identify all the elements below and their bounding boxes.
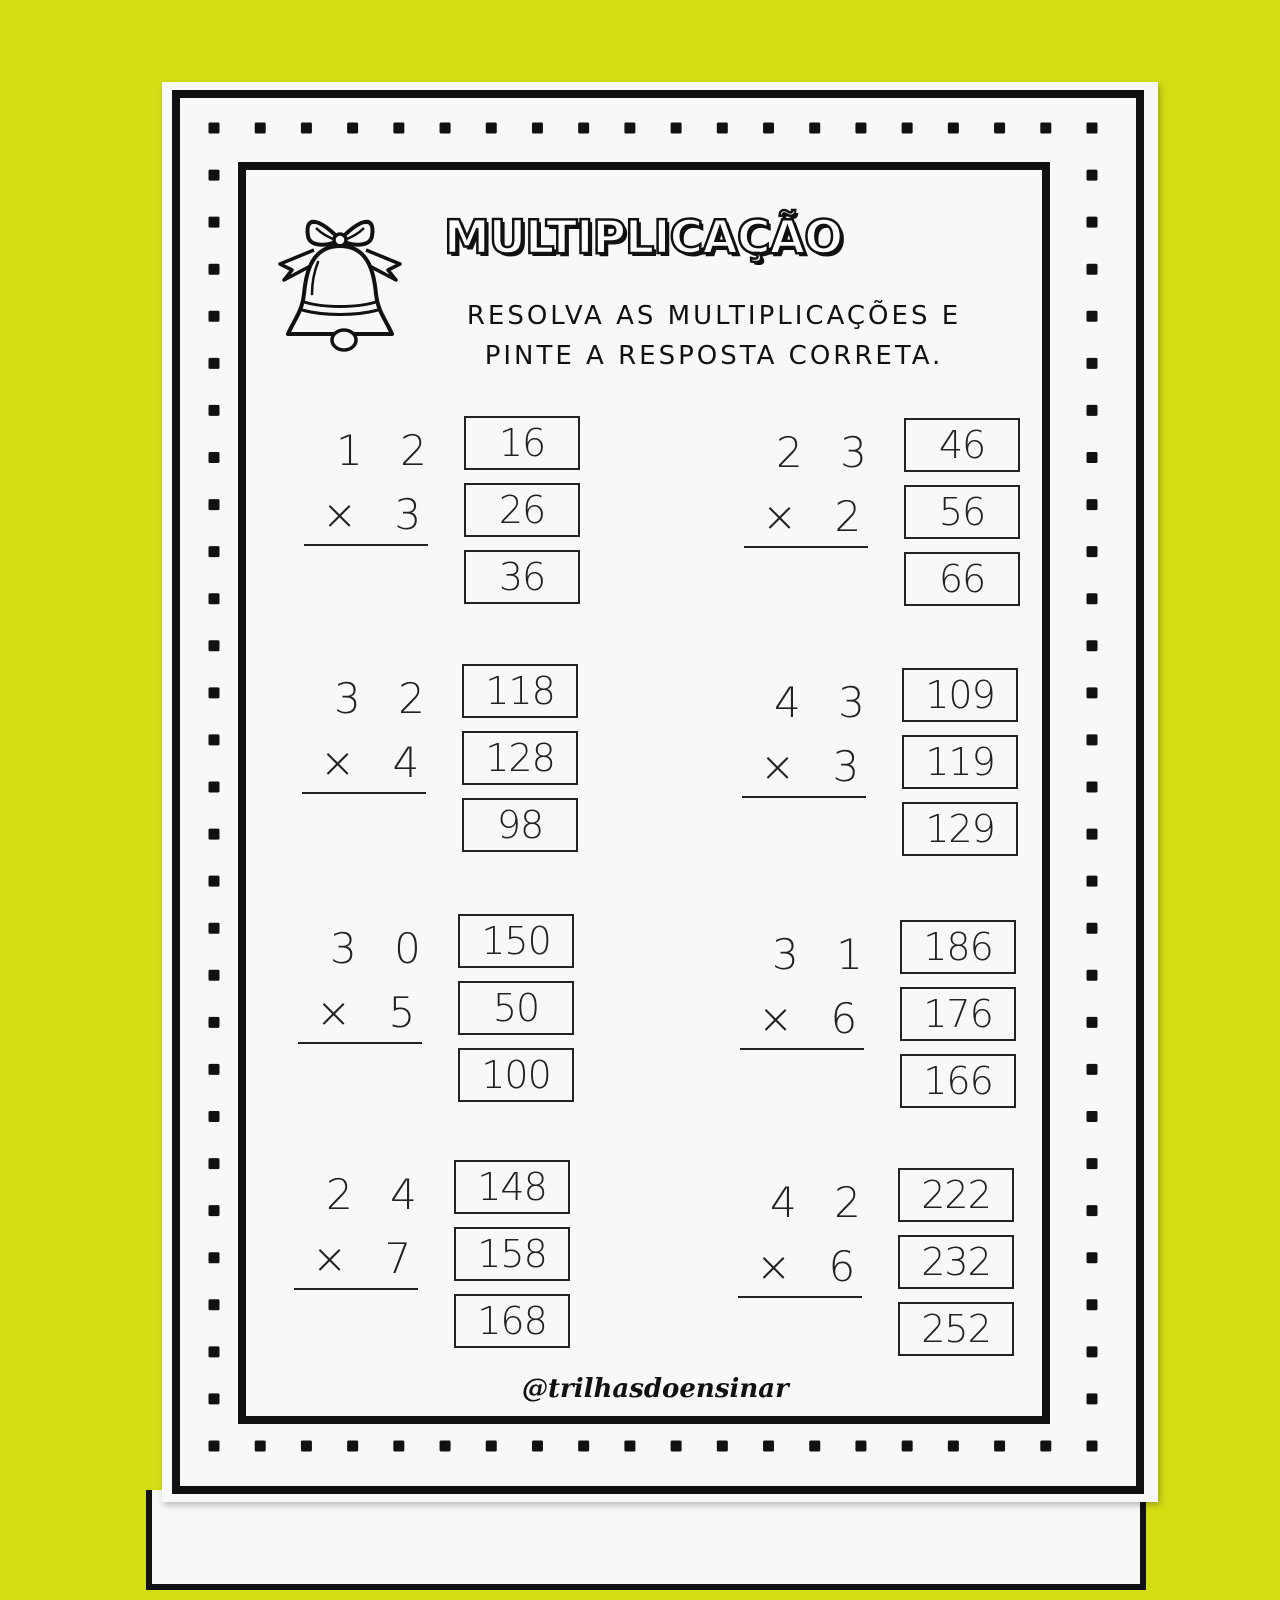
frame-dot (855, 1441, 866, 1452)
frame-dot (1087, 546, 1098, 557)
frame-dot (209, 923, 220, 934)
frame-dot (209, 358, 220, 369)
sum-line (740, 1048, 864, 1050)
answer-option[interactable]: 119 (902, 735, 1018, 789)
frame-dot (1087, 1064, 1098, 1075)
frame-dot (347, 123, 358, 134)
answer-option[interactable]: 186 (900, 920, 1016, 974)
author-credit: @trilhasdoensinar (522, 1374, 789, 1404)
frame-dot (948, 123, 959, 134)
problem-2 (744, 418, 1044, 618)
frame-dot (1087, 405, 1098, 416)
multiplicand: 2 3 (776, 428, 879, 477)
frame-dot (209, 1346, 220, 1357)
frame-dot (902, 1441, 913, 1452)
frame-dot (209, 734, 220, 745)
frame-dot (209, 217, 220, 228)
frame-dot (994, 123, 1005, 134)
bell-icon (274, 202, 406, 352)
frame-dot (209, 546, 220, 557)
frame-dot (209, 264, 220, 275)
multiplier: × 6 (758, 994, 870, 1043)
back-sheet (146, 1490, 1146, 1590)
frame-dot (763, 123, 774, 134)
frame-dot (717, 123, 728, 134)
frame-dot (209, 1064, 220, 1075)
sum-line (294, 1288, 418, 1290)
frame-dot (255, 1441, 266, 1452)
page-title: MULTIPLICAÇÃO (444, 210, 843, 264)
frame-dot (209, 1111, 220, 1122)
frame-dot (209, 970, 220, 981)
answer-option[interactable]: 232 (898, 1235, 1014, 1289)
frame-dot (578, 1441, 589, 1452)
frame-dot (1087, 217, 1098, 228)
multiplicand: 4 3 (774, 678, 877, 727)
sum-line (298, 1042, 422, 1044)
answer-option[interactable]: 66 (904, 552, 1020, 606)
frame-dot (1087, 499, 1098, 510)
frame-dot (209, 499, 220, 510)
frame-dot (1087, 1205, 1098, 1216)
answer-option[interactable]: 46 (904, 418, 1020, 472)
frame-dot (1087, 1299, 1098, 1310)
frame-dot (532, 123, 543, 134)
answer-option[interactable]: 100 (458, 1048, 574, 1102)
frame-dot (1087, 876, 1098, 887)
frame-dot (1087, 923, 1098, 934)
frame-dot (1087, 170, 1098, 181)
instruction-line-2: PINTE A RESPOSTA CORRETA. (484, 341, 944, 371)
frame-dot (578, 123, 589, 134)
sum-line (302, 792, 426, 794)
multiplicand: 4 2 (770, 1178, 873, 1227)
sum-line (304, 544, 428, 546)
frame-dot (209, 1299, 220, 1310)
frame-dot (393, 123, 404, 134)
answer-option[interactable]: 176 (900, 987, 1016, 1041)
frame-dot (209, 311, 220, 322)
frame-dot (209, 1441, 220, 1452)
sum-line (742, 796, 866, 798)
frame-dot (1087, 782, 1098, 793)
frame-dot (1087, 123, 1098, 134)
frame-dot (671, 123, 682, 134)
sum-line (738, 1296, 862, 1298)
frame-dot (1087, 1346, 1098, 1357)
answer-option[interactable]: 128 (462, 731, 578, 785)
frame-dot (209, 170, 220, 181)
frame-dot (671, 1441, 682, 1452)
multiplier: × 3 (760, 742, 872, 791)
problem-7 (294, 1160, 594, 1360)
frame-dot (209, 405, 220, 416)
answer-option[interactable]: 158 (454, 1227, 570, 1281)
multiplicand: 3 1 (772, 930, 875, 979)
frame-dot (1087, 640, 1098, 651)
multiplier: × 3 (322, 490, 434, 539)
frame-dot (209, 829, 220, 840)
frame-dot (209, 1252, 220, 1263)
frame-dot (1087, 829, 1098, 840)
frame-dot (1087, 264, 1098, 275)
frame-dot (209, 1393, 220, 1404)
problem-6 (740, 920, 1040, 1120)
multiplier: × 4 (320, 738, 432, 787)
frame-dot (209, 1205, 220, 1216)
frame-dot (1087, 687, 1098, 698)
frame-dot (347, 1441, 358, 1452)
instructions (434, 296, 994, 376)
frame-dot (209, 1158, 220, 1169)
frame-dot (209, 123, 220, 134)
frame-dot (1087, 311, 1098, 322)
frame-dot (763, 1441, 774, 1452)
answer-option[interactable]: 168 (454, 1294, 570, 1348)
frame-dot (855, 123, 866, 134)
frame-dot (1087, 970, 1098, 981)
problem-8 (738, 1168, 1038, 1368)
answer-option[interactable]: 129 (902, 802, 1018, 856)
answer-option[interactable]: 166 (900, 1054, 1016, 1108)
frame-dot (301, 123, 312, 134)
frame-dot (209, 452, 220, 463)
multiplicand: 1 2 (336, 426, 439, 475)
frame-dot (1087, 358, 1098, 369)
answer-option[interactable]: 98 (462, 798, 578, 852)
frame-dot (994, 1441, 1005, 1452)
answer-option[interactable]: 118 (462, 664, 578, 718)
frame-dot (255, 123, 266, 134)
frame-dot (1087, 1017, 1098, 1028)
frame-dot (440, 123, 451, 134)
instruction-line-1: RESOLVA AS MULTIPLICAÇÕES E (466, 301, 962, 331)
sum-line (744, 546, 868, 548)
problem-1 (304, 416, 604, 616)
multiplicand: 2 4 (326, 1170, 429, 1219)
frame-dot (948, 1441, 959, 1452)
worksheet (162, 82, 1158, 1502)
answer-option[interactable]: 16 (464, 416, 580, 470)
frame-dot (809, 123, 820, 134)
multiplicand: 3 0 (330, 924, 433, 973)
frame-dot (1087, 452, 1098, 463)
answer-option[interactable]: 56 (904, 485, 1020, 539)
frame-dot (1087, 593, 1098, 604)
frame-dot (440, 1441, 451, 1452)
frame-dot (393, 1441, 404, 1452)
frame-dot (486, 123, 497, 134)
frame-dot (532, 1441, 543, 1452)
frame-dot (1087, 734, 1098, 745)
answer-option[interactable]: 50 (458, 981, 574, 1035)
answer-option[interactable]: 148 (454, 1160, 570, 1214)
frame-dot (1040, 1441, 1051, 1452)
frame-dot (1087, 1252, 1098, 1263)
frame-dot (1087, 1393, 1098, 1404)
answer-option[interactable]: 252 (898, 1302, 1014, 1356)
frame-dot (209, 640, 220, 651)
problem-3 (302, 664, 602, 864)
frame-dot (902, 123, 913, 134)
frame-dot (209, 782, 220, 793)
multiplier: × 2 (762, 492, 874, 541)
frame-dot (717, 1441, 728, 1452)
multiplier: × 7 (312, 1234, 424, 1283)
frame-dot (301, 1441, 312, 1452)
answer-option[interactable]: 150 (458, 914, 574, 968)
answer-option[interactable]: 36 (464, 550, 580, 604)
frame-dot (486, 1441, 497, 1452)
frame-dot (624, 1441, 635, 1452)
frame-dot (809, 1441, 820, 1452)
problem-5 (298, 914, 598, 1114)
frame-dot (1087, 1441, 1098, 1452)
frame-dot (209, 876, 220, 887)
answer-option[interactable]: 222 (898, 1168, 1014, 1222)
frame-dot (209, 1017, 220, 1028)
frame-dot (1087, 1111, 1098, 1122)
frame-dot (209, 593, 220, 604)
frame-dot (1087, 1158, 1098, 1169)
multiplier: × 5 (316, 988, 428, 1037)
answer-option[interactable]: 26 (464, 483, 580, 537)
multiplier: × 6 (756, 1242, 868, 1291)
frame-dot (209, 687, 220, 698)
answer-option[interactable]: 109 (902, 668, 1018, 722)
multiplicand: 3 2 (334, 674, 437, 723)
problem-4 (742, 668, 1042, 868)
frame-dot (1040, 123, 1051, 134)
frame-dot (624, 123, 635, 134)
